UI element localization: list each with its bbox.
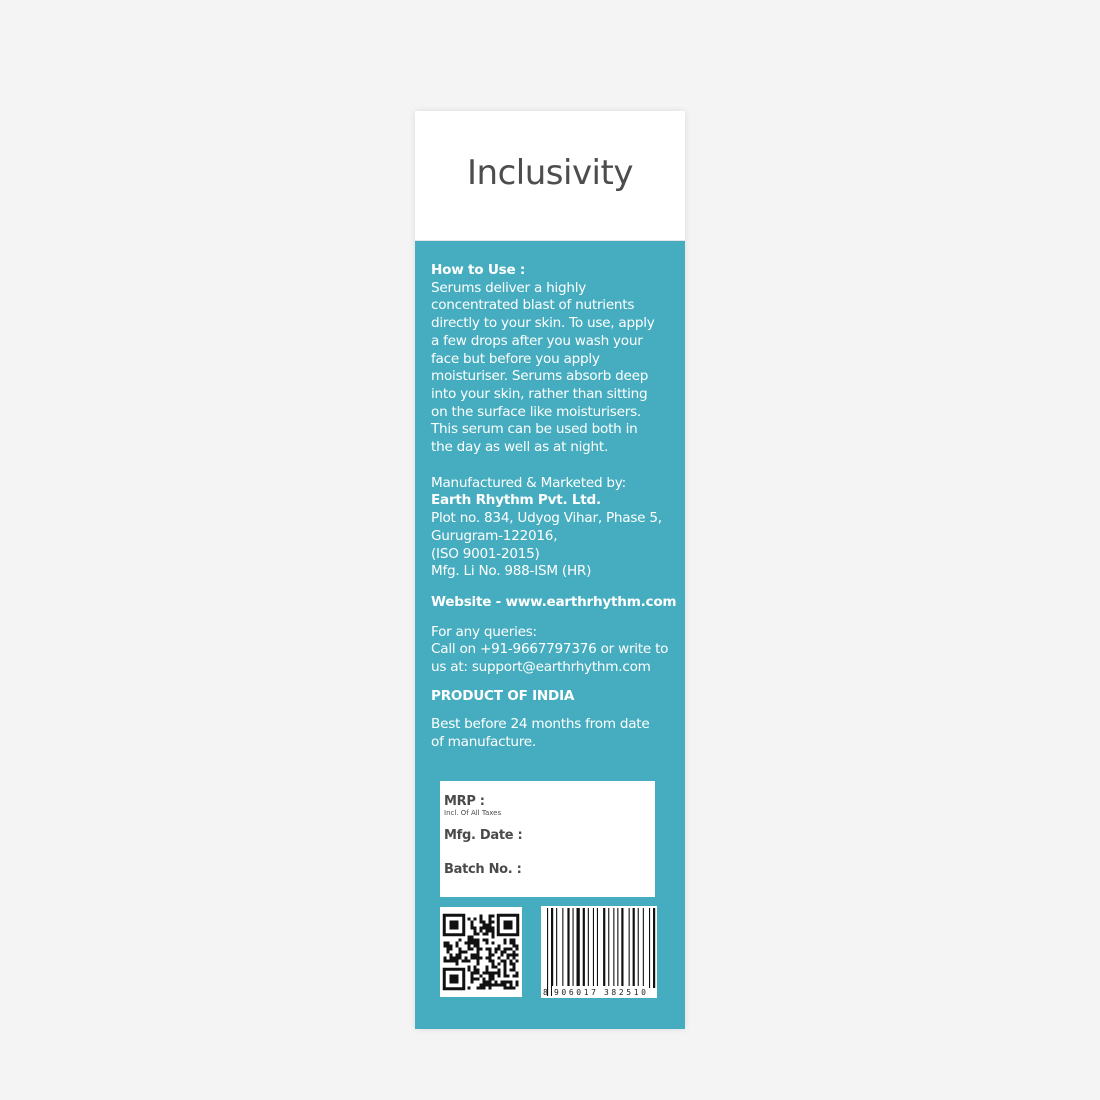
qr-module <box>456 942 459 945</box>
usage-line: a few drops after you wash your <box>431 332 643 349</box>
qr-module <box>471 921 474 924</box>
qr-module <box>507 948 510 951</box>
qr-module <box>450 954 453 957</box>
qr-module <box>495 981 498 984</box>
qr-module <box>468 966 471 969</box>
product-title: Inclusivity <box>467 153 633 193</box>
qr-module <box>504 948 507 951</box>
qr-module <box>489 924 492 927</box>
qr-module <box>477 942 480 945</box>
qr-module <box>486 984 489 987</box>
barcode-bar <box>597 908 598 988</box>
qr-module <box>489 927 492 930</box>
qr-module <box>498 957 501 960</box>
qr-module <box>444 942 447 945</box>
qr-module <box>498 945 501 948</box>
qr-module <box>471 942 474 945</box>
barcode-bar <box>638 908 639 988</box>
qr-module <box>501 981 504 984</box>
qr-module <box>450 957 453 960</box>
barcode-bar <box>629 908 630 988</box>
qr-module <box>510 960 513 963</box>
best-before-line-2: of manufacture. <box>431 734 536 751</box>
qr-module <box>468 939 471 942</box>
qr-module <box>447 948 450 951</box>
qr-module <box>492 966 495 969</box>
qr-module <box>489 930 492 933</box>
barcode-digits-right: 382510 <box>604 988 646 997</box>
usage-line: concentrated blast of nutrients <box>431 297 635 314</box>
qr-module <box>492 963 495 966</box>
qr-module <box>465 951 468 954</box>
qr-module <box>471 927 474 930</box>
qr-module <box>513 954 516 957</box>
qr-module <box>471 939 474 942</box>
qr-module <box>480 921 483 924</box>
qr-module <box>456 954 459 957</box>
qr-module <box>504 960 507 963</box>
product-box-side-panel <box>415 111 685 1029</box>
qr-module <box>447 942 450 945</box>
qr-module <box>474 933 477 936</box>
qr-module <box>477 963 480 966</box>
qr-module <box>486 966 489 969</box>
qr-module <box>489 972 492 975</box>
qr-module <box>462 960 465 963</box>
qr-module <box>492 972 495 975</box>
qr-module <box>492 927 495 930</box>
qr-module <box>498 975 501 978</box>
qr-module <box>507 957 510 960</box>
qr-module <box>474 978 477 981</box>
qr-module <box>477 933 480 936</box>
usage-line: This serum can be used both in <box>431 421 638 438</box>
qr-module <box>456 945 459 948</box>
qr-module <box>504 981 507 984</box>
mrp-tax-note: Incl. Of All Taxes <box>444 809 502 817</box>
qr-module <box>474 954 477 957</box>
qr-module <box>516 948 519 951</box>
qr-module <box>513 942 516 945</box>
qr-module <box>510 942 513 945</box>
qr-module <box>498 984 501 987</box>
qr-module <box>507 987 510 990</box>
manufacturer-license: Mfg. Li No. 988-ISM (HR) <box>431 563 592 580</box>
qr-module <box>501 960 504 963</box>
qr-module <box>489 918 492 921</box>
qr-module <box>468 918 471 921</box>
qr-module <box>498 969 501 972</box>
qr-module <box>486 969 489 972</box>
qr-module <box>474 930 477 933</box>
qr-module <box>444 957 447 960</box>
qr-module <box>477 948 480 951</box>
qr-module <box>495 966 498 969</box>
qr-module <box>495 984 498 987</box>
qr-module <box>513 939 516 942</box>
label-text-block <box>431 262 677 752</box>
qr-module <box>483 933 486 936</box>
qr-module <box>477 978 480 981</box>
qr-module <box>474 969 477 972</box>
qr-module <box>498 963 501 966</box>
best-before-line-1: Best before 24 months from date <box>431 716 650 733</box>
qr-module <box>501 954 504 957</box>
qr-module <box>489 921 492 924</box>
qr-module <box>474 942 477 945</box>
qr-module <box>486 942 489 945</box>
usage-line: moisturiser. Serums absorb deep <box>431 368 649 385</box>
qr-module <box>465 960 468 963</box>
qr-module <box>507 981 510 984</box>
qr-module <box>489 975 492 978</box>
manufacturer-address-1: Plot no. 834, Udyog Vihar, Phase 5, <box>431 510 662 527</box>
qr-module <box>510 963 513 966</box>
qr-module <box>474 939 477 942</box>
qr-module <box>471 954 474 957</box>
qr-module <box>513 945 516 948</box>
qr-module <box>483 924 486 927</box>
qr-module <box>492 942 495 945</box>
qr-module <box>483 972 486 975</box>
qr-module <box>477 987 480 990</box>
qr-code-icon <box>440 907 522 997</box>
qr-module <box>465 957 468 960</box>
qr-module <box>450 948 453 951</box>
qr-module <box>474 966 477 969</box>
qr-module <box>510 954 513 957</box>
qr-module <box>468 948 471 951</box>
qr-module <box>480 948 483 951</box>
qr-code <box>440 907 522 997</box>
qr-module <box>489 984 492 987</box>
qr-module <box>453 957 456 960</box>
qr-module <box>480 975 483 978</box>
qr-module <box>507 954 510 957</box>
qr-module <box>468 960 471 963</box>
qr-module <box>510 984 513 987</box>
qr-module <box>492 933 495 936</box>
qr-module <box>492 984 495 987</box>
barcode-bar <box>633 908 635 988</box>
qr-module <box>486 972 489 975</box>
qr-module <box>513 957 516 960</box>
qr-module <box>447 960 450 963</box>
qr-module <box>471 936 474 939</box>
qr-module <box>489 960 492 963</box>
qr-module <box>456 963 459 966</box>
queries-line-2: Call on +91-9667797376 or write to <box>431 641 669 658</box>
how-to-use-heading: How to Use : <box>431 262 526 278</box>
qr-module <box>450 960 453 963</box>
barcode-bar <box>577 908 580 988</box>
usage-line: face but before you apply <box>431 350 600 367</box>
qr-module <box>489 948 492 951</box>
qr-module <box>480 957 483 960</box>
qr-module <box>495 972 498 975</box>
barcode-bar <box>551 908 553 996</box>
qr-module <box>504 951 507 954</box>
barcode-bar <box>556 908 557 988</box>
manufacturer-iso: (ISO 9001-2015) <box>431 545 540 562</box>
qr-module <box>513 951 516 954</box>
qr-module <box>513 969 516 972</box>
qr-module <box>492 915 495 918</box>
qr-module <box>444 945 447 948</box>
batch-number-label: Batch No. : <box>444 862 522 877</box>
qr-module <box>459 948 462 951</box>
qr-module <box>492 921 495 924</box>
qr-module <box>504 966 507 969</box>
barcode-digits-left: 906017 <box>554 988 596 997</box>
barcode-bar <box>573 908 574 988</box>
barcode-bar <box>567 908 569 988</box>
qr-module <box>483 921 486 924</box>
qr-module <box>516 954 519 957</box>
qr-finder-core <box>504 921 513 930</box>
qr-module <box>513 987 516 990</box>
barcode-bar <box>593 908 594 988</box>
barcode-bar <box>608 908 609 996</box>
qr-module <box>513 963 516 966</box>
qr-module <box>513 966 516 969</box>
barcode-bar <box>603 908 605 988</box>
qr-module <box>516 945 519 948</box>
qr-module <box>504 972 507 975</box>
qr-module <box>486 957 489 960</box>
qr-module <box>492 975 495 978</box>
qr-module <box>468 942 471 945</box>
qr-module <box>501 984 504 987</box>
best-before-block <box>431 716 677 751</box>
qr-module <box>483 927 486 930</box>
qr-module <box>507 975 510 978</box>
barcode-bar <box>613 908 614 988</box>
qr-module <box>510 987 513 990</box>
qr-module <box>471 948 474 951</box>
barcode-bar <box>621 908 623 988</box>
qr-module <box>492 930 495 933</box>
qr-module <box>465 942 468 945</box>
qr-module <box>471 975 474 978</box>
barcode-bar <box>562 908 563 988</box>
mrp-label: MRP : <box>444 794 485 809</box>
usage-line: the day as well as at night. <box>431 439 609 456</box>
qr-module <box>504 984 507 987</box>
barcode-lead-digit: 8 <box>543 988 548 997</box>
qr-module <box>510 939 513 942</box>
qr-module <box>450 945 453 948</box>
qr-module <box>477 945 480 948</box>
qr-module <box>459 939 462 942</box>
qr-finder-core <box>450 975 459 984</box>
barcode-bar <box>653 908 655 988</box>
qr-module <box>489 987 492 990</box>
qr-module <box>486 927 489 930</box>
qr-module <box>489 981 492 984</box>
usage-line: directly to your skin. To use, apply <box>431 315 655 332</box>
qr-module <box>444 960 447 963</box>
product-origin: PRODUCT OF INDIA <box>431 687 575 704</box>
qr-finder-core <box>450 921 459 930</box>
qr-module <box>495 948 498 951</box>
qr-module <box>498 948 501 951</box>
qr-module <box>504 939 507 942</box>
qr-module <box>504 969 507 972</box>
qr-module <box>456 957 459 960</box>
qr-module <box>516 984 519 987</box>
qr-module <box>480 927 483 930</box>
qr-module <box>504 942 507 945</box>
mfg-date-label: Mfg. Date : <box>444 828 523 843</box>
qr-module <box>480 918 483 921</box>
qr-module <box>516 972 519 975</box>
barcode-icon <box>541 906 657 998</box>
barcode <box>541 906 657 998</box>
qr-module <box>477 960 480 963</box>
qr-module <box>453 960 456 963</box>
qr-module <box>477 972 480 975</box>
qr-module <box>477 951 480 954</box>
qr-module <box>501 951 504 954</box>
qr-module <box>486 981 489 984</box>
qr-module <box>504 975 507 978</box>
manufacturer-address-2: Gurugram-122016, <box>431 527 558 544</box>
usage-line: on the surface like moisturisers. <box>431 403 641 420</box>
qr-module <box>480 915 483 918</box>
qr-module <box>447 951 450 954</box>
qr-module <box>483 978 486 981</box>
barcode-bar <box>649 908 650 988</box>
qr-module <box>489 951 492 954</box>
qr-module <box>474 945 477 948</box>
qr-module <box>489 978 492 981</box>
qr-module <box>474 927 477 930</box>
qr-module <box>459 954 462 957</box>
website-text: Website - www.earthrhythm.com <box>431 593 677 610</box>
qr-module <box>471 957 474 960</box>
qr-module <box>459 951 462 954</box>
qr-module <box>477 969 480 972</box>
qr-module <box>483 981 486 984</box>
qr-module <box>480 987 483 990</box>
qr-module <box>486 939 489 942</box>
barcode-bar <box>643 908 644 988</box>
qr-module <box>471 981 474 984</box>
qr-module <box>474 957 477 960</box>
qr-module <box>468 936 471 939</box>
qr-module <box>489 915 492 918</box>
qr-module <box>483 987 486 990</box>
usage-line: Serums deliver a highly <box>431 279 587 296</box>
qr-module <box>483 984 486 987</box>
qr-module <box>480 930 483 933</box>
qr-module <box>510 969 513 972</box>
qr-module <box>471 972 474 975</box>
qr-module <box>459 957 462 960</box>
qr-module <box>447 945 450 948</box>
barcode-bar <box>583 908 585 988</box>
qr-module <box>504 987 507 990</box>
qr-module <box>513 975 516 978</box>
usage-line: into your skin, rather than sitting <box>431 385 648 402</box>
panel-header <box>415 111 685 241</box>
qr-module <box>510 981 513 984</box>
qr-module <box>492 954 495 957</box>
qr-module <box>495 951 498 954</box>
manufacturer-label: Manufactured & Marketed by: <box>431 474 626 491</box>
qr-module <box>483 939 486 942</box>
qr-module <box>486 933 489 936</box>
qr-module <box>510 948 513 951</box>
qr-module <box>489 957 492 960</box>
qr-module <box>468 969 471 972</box>
manufacturer-name: Earth Rhythm Pvt. Ltd. <box>431 492 601 509</box>
barcode-bars <box>547 908 655 996</box>
manufacturer-block <box>431 475 677 581</box>
barcode-bar <box>588 908 589 988</box>
qr-module <box>468 987 471 990</box>
queries-line-1: For any queries: <box>431 623 537 640</box>
barcode-bar <box>617 908 618 988</box>
mrp-info-box <box>440 781 655 897</box>
qr-module <box>498 972 501 975</box>
barcode-bar <box>547 908 548 996</box>
qr-module <box>471 924 474 927</box>
qr-module <box>516 960 519 963</box>
qr-module <box>477 957 480 960</box>
qr-module <box>456 960 459 963</box>
queries-block <box>431 624 677 677</box>
qr-module <box>474 918 477 921</box>
qr-module <box>489 954 492 957</box>
qr-module <box>477 939 480 942</box>
qr-module <box>504 963 507 966</box>
qr-module <box>516 975 519 978</box>
how-to-use-body <box>431 280 677 457</box>
qr-module <box>480 984 483 987</box>
qr-module <box>486 948 489 951</box>
qr-module <box>462 951 465 954</box>
qr-module <box>486 930 489 933</box>
qr-module <box>492 960 495 963</box>
qr-module <box>492 978 495 981</box>
qr-module <box>474 972 477 975</box>
qr-module <box>477 954 480 957</box>
qr-module <box>471 978 474 981</box>
queries-line-3: us at: support@earthrhythm.com <box>431 659 651 676</box>
qr-module <box>492 936 495 939</box>
qr-module <box>468 945 471 948</box>
qr-module <box>516 981 519 984</box>
qr-module <box>486 924 489 927</box>
